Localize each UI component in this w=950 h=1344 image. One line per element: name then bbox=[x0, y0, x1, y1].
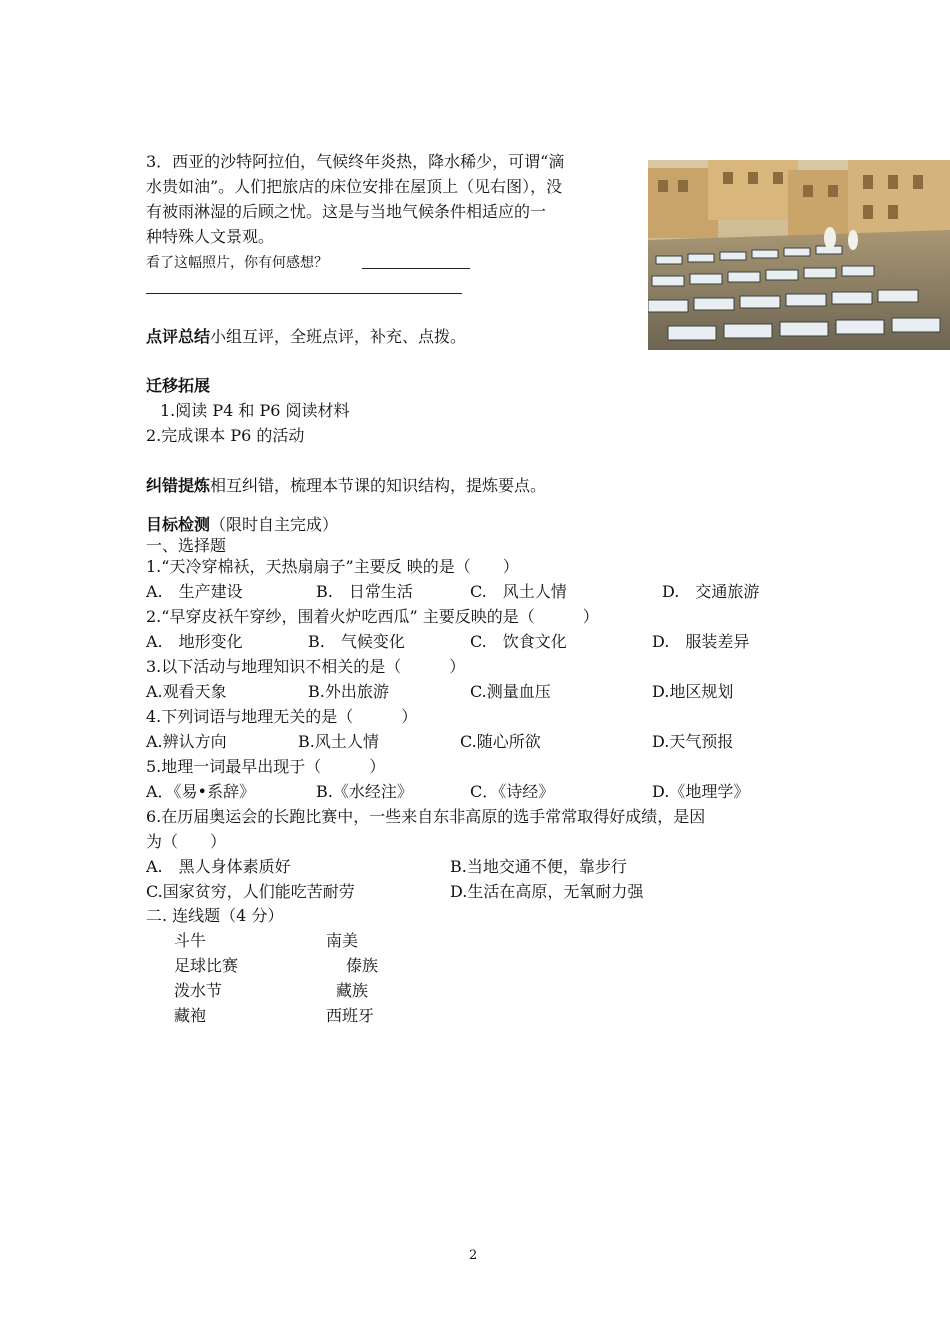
option-a[interactable]: A. 地形变化 bbox=[146, 632, 243, 651]
option-d[interactable]: D. 服装差异 bbox=[652, 632, 750, 651]
matching-left-item[interactable]: 泼水节 bbox=[174, 981, 223, 1000]
question-stem: 3.以下活动与地理知识不相关的是（ ） bbox=[146, 657, 466, 676]
option-d[interactable]: D.生活在高原，无氧耐力强 bbox=[450, 882, 644, 901]
option-a[interactable]: A. 生产建设 bbox=[146, 582, 243, 601]
question-stem: 5.地理一词最早出现于（ ） bbox=[146, 757, 386, 776]
intro-line-1: 3．西亚的沙特阿拉伯，气候终年炎热，降水稀少，可谓“滴 bbox=[146, 152, 565, 171]
option-c[interactable]: C.测量血压 bbox=[470, 682, 551, 701]
matching-left-item[interactable]: 足球比赛 bbox=[174, 956, 239, 975]
option-c[interactable]: C.国家贫穷，人们能吃苦耐劳 bbox=[146, 882, 355, 901]
rooftop-beds-illustration bbox=[648, 160, 950, 350]
option-c[interactable]: C. 风土人情 bbox=[470, 582, 567, 601]
option-a[interactable]: A. 黑人身体素质好 bbox=[146, 857, 291, 876]
matching-left-item[interactable]: 藏袍 bbox=[174, 1006, 207, 1025]
question-stem: 2.“早穿皮袄午穿纱，围着火炉吃西瓜” 主要反映的是（ ） bbox=[146, 607, 599, 626]
correct-text: 相互纠错，梳理本节课的知识结构，提炼要点。 bbox=[210, 476, 547, 495]
option-b[interactable]: B.风土人情 bbox=[298, 732, 379, 751]
rooftop-beds-photo bbox=[648, 160, 950, 350]
intro-line-2: 水贵如油”。人们把旅店的床位安排在屋顶上（见右图），没 bbox=[146, 177, 563, 196]
option-b[interactable]: B. 气候变化 bbox=[308, 632, 405, 651]
answer-blank-1[interactable] bbox=[362, 268, 470, 269]
section-choice-heading: 一、选择题 bbox=[146, 536, 227, 555]
matching-right-item[interactable]: 南美 bbox=[326, 931, 359, 950]
matching-right-item[interactable]: 藏族 bbox=[336, 981, 369, 1000]
option-b[interactable]: B. 日常生活 bbox=[316, 582, 413, 601]
page-number: 2 bbox=[469, 1248, 478, 1263]
matching-left-item[interactable]: 斗牛 bbox=[174, 931, 207, 950]
correct-section bbox=[146, 475, 546, 497]
review-text: 小组互评，全班点评，补充、点拨。 bbox=[210, 327, 467, 346]
test-note: （限时自主完成） bbox=[210, 515, 339, 534]
test-heading: 目标检测 bbox=[146, 515, 211, 534]
option-d[interactable]: D.地区规划 bbox=[652, 682, 734, 701]
option-b[interactable]: B.当地交通不便，靠步行 bbox=[450, 857, 627, 876]
option-d[interactable]: D.天气预报 bbox=[652, 732, 734, 751]
option-d[interactable]: D.《地理学》 bbox=[652, 782, 750, 801]
question-stem: 4.下列词语与地理无关的是（ ） bbox=[146, 707, 418, 726]
option-d[interactable]: D. 交通旅游 bbox=[662, 582, 760, 601]
matching-right-item[interactable]: 西班牙 bbox=[326, 1006, 375, 1025]
matching-right-item[interactable]: 傣族 bbox=[346, 956, 379, 975]
intro-line-3: 有被雨淋湿的后顾之忧。这是与当地气候条件相适应的一 bbox=[146, 202, 547, 221]
option-b[interactable]: B.外出旅游 bbox=[308, 682, 389, 701]
question-stem-continued: 为（ ） bbox=[146, 832, 227, 851]
extend-heading: 迁移拓展 bbox=[146, 376, 211, 395]
option-a[interactable]: A．《易•系辞》 bbox=[146, 782, 255, 801]
option-c[interactable]: C. 饮食文化 bbox=[470, 632, 567, 651]
question-stem: 6.在历届奥运会的长跑比赛中，一些来自东非高原的选手常常取得好成绩，是因 bbox=[146, 807, 706, 826]
answer-blank-2[interactable] bbox=[146, 293, 462, 294]
option-a[interactable]: A.观看天象 bbox=[146, 682, 227, 701]
correct-heading: 纠错提炼 bbox=[146, 476, 211, 495]
intro-line-4: 种特殊人文景观。 bbox=[146, 227, 275, 246]
option-c[interactable]: C.随心所欲 bbox=[460, 732, 541, 751]
question-prompt: 看了这幅照片，你有何感想？ bbox=[146, 255, 328, 271]
option-a[interactable]: A.辨认方向 bbox=[146, 732, 227, 751]
extend-item-1: 1.阅读 P4 和 P6 阅读材料 bbox=[160, 401, 350, 420]
option-b[interactable]: B.《水经注》 bbox=[316, 782, 413, 801]
review-section bbox=[146, 326, 466, 348]
extend-item-2: 2.完成课本 P6 的活动 bbox=[146, 426, 305, 445]
section-matching-heading: 二. 连线题（4 分） bbox=[146, 906, 284, 925]
option-c[interactable]: C．《诗经》 bbox=[470, 782, 555, 801]
review-heading: 点评总结 bbox=[146, 327, 211, 346]
test-title bbox=[146, 514, 338, 536]
question-stem: 1.“天冷穿棉袄，天热扇扇子”主要反 映的是（ ） bbox=[146, 557, 519, 576]
